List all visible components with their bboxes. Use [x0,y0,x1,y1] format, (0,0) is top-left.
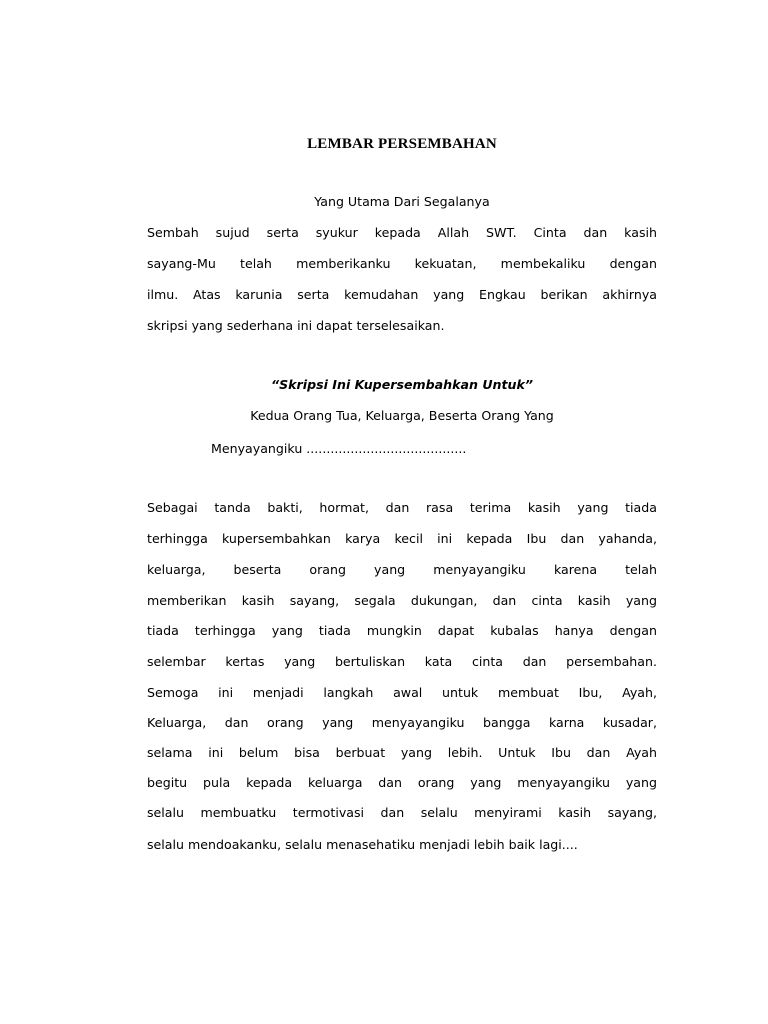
dedication-line: Kedua Orang Tua, Keluarga, Beserta Orang Yang [250,408,554,423]
paragraph-1-line: Sembah sujud serta syukur kepada Allah SWT. Cinta dan kasih [147,225,657,240]
paragraph-2-line: Keluarga, dan orang yang menyayangiku bangga karna kusadar, [147,715,657,730]
subtitle: Yang Utama Dari Segalanya [314,194,490,209]
paragraph-2-line: Sebagai tanda bakti, hormat, dan rasa terima kasih yang tiada [147,500,657,515]
paragraph-2-line: selama ini belum bisa berbuat yang lebih. Untuk Ibu dan Ayah [147,745,657,760]
paragraph-2-line: selalu mendoakanku, selalu menasehatiku menjadi lebih baik lagi.... [147,837,578,852]
paragraph-2-line: selalu membuatku termotivasi dan selalu menyirami kasih sayang, [147,805,657,820]
page-title: LEMBAR PERSEMBAHAN [307,136,497,152]
dedication-heading: “Skripsi Ini Kupersembahkan Untuk” [271,377,533,392]
paragraph-2-line: keluarga, beserta orang yang menyayangiku karena telah [147,562,657,577]
paragraph-2-line: terhingga kupersembahkan karya kecil ini kepada Ibu dan yahanda, [147,531,657,546]
paragraph-1-line: skripsi yang sederhana ini dapat terselesaikan. [147,318,445,333]
dedication-line: Menyayangiku ........................................ [211,441,467,456]
paragraph-2-line: begitu pula kepada keluarga dan orang yang menyayangiku yang [147,775,657,790]
paragraph-2-line: Semoga ini menjadi langkah awal untuk membuat Ibu, Ayah, [147,685,657,700]
paragraph-2-line: memberikan kasih sayang, segala dukungan, dan cinta kasih yang [147,593,657,608]
paragraph-1-line: ilmu. Atas karunia serta kemudahan yang Engkau berikan akhirnya [147,287,657,302]
paragraph-1-line: sayang-Mu telah memberikanku kekuatan, membekaliku dengan [147,256,657,271]
paragraph-2-line: tiada terhingga yang tiada mungkin dapat kubalas hanya dengan [147,623,657,638]
paragraph-2-line: selembar kertas yang bertuliskan kata cinta dan persembahan. [147,654,657,669]
